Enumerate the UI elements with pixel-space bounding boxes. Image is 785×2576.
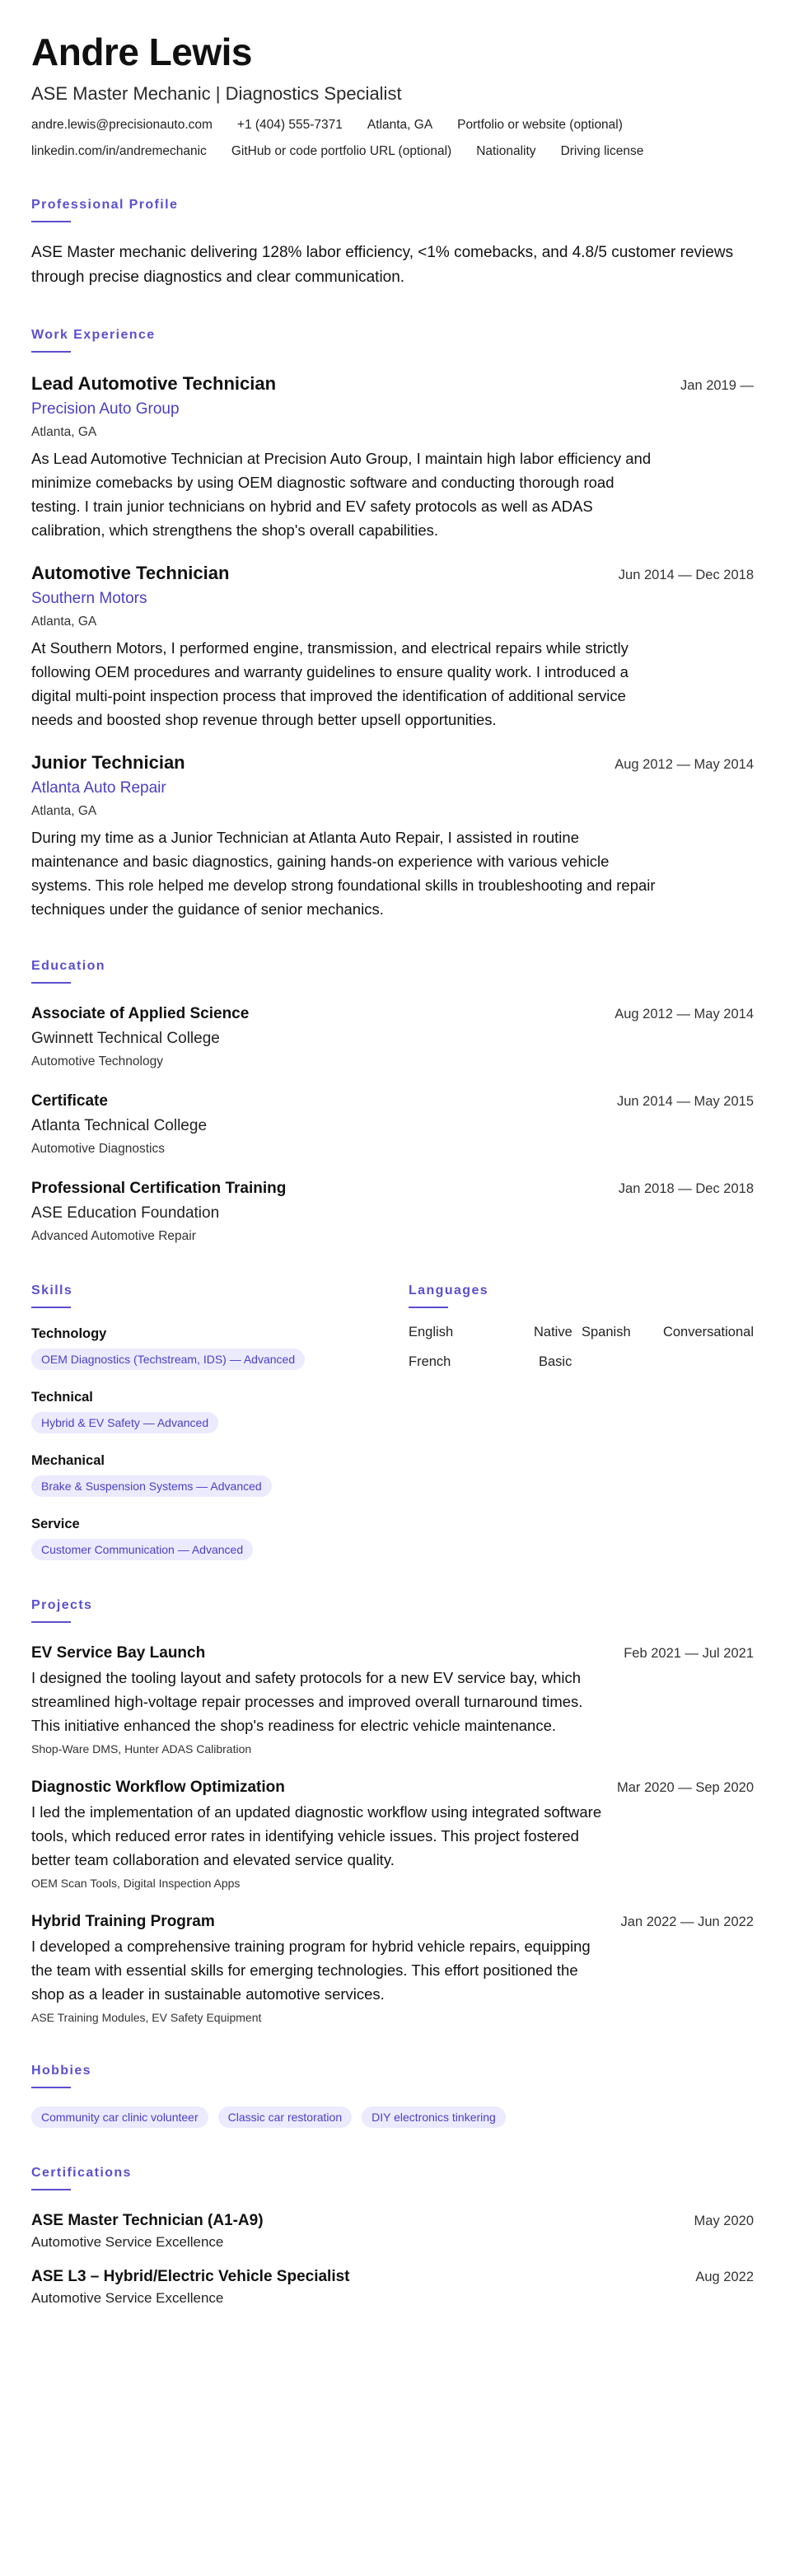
- job-title: Lead Automotive Technician: [31, 373, 277, 394]
- certification-name: ASE Master Technician (A1-A9): [31, 2212, 264, 2229]
- language-name: French: [409, 1354, 451, 1369]
- certification-issuer: Automotive Service Excellence: [31, 2234, 224, 2250]
- projects-section: [31, 1598, 754, 2026]
- project-entry: [31, 1911, 754, 2026]
- project-tools: Shop-Ware DMS, Hunter ADAS Calibration: [31, 1742, 252, 1756]
- section-heading: Professional Profile: [31, 198, 179, 212]
- contact-phone[interactable]: +1 (404) 555-7371: [236, 118, 343, 132]
- project-entry: [31, 1643, 754, 1757]
- education-section: [31, 959, 754, 1246]
- certification-date: May 2020: [694, 2214, 754, 2228]
- profile-section: [31, 198, 754, 290]
- contact-github[interactable]: GitHub or code portfolio URL (optional): [231, 144, 452, 158]
- language-level: Native: [534, 1325, 572, 1339]
- section-divider: [31, 2189, 71, 2190]
- job-description: As Lead Automotive Technician at Precision Auto Group, I maintain high labor efficiency and minimize comebacks by using OEM diagnostic software and conducting thorough road testing. I train junior technicians on hybrid and EV safety protocols as well as ADAS calibration, which strengthens the shop's overall capabilities.: [31, 450, 652, 539]
- education-field: Automotive Diagnostics: [31, 1142, 165, 1156]
- certification-entry: [31, 2266, 754, 2307]
- hobby-tag: Classic car restoration: [218, 2106, 353, 2128]
- candidate-title: ASE Master Mechanic | Diagnostics Specialist: [31, 83, 402, 104]
- job-entry: [31, 751, 754, 921]
- section-divider: [31, 2087, 71, 2088]
- project-date: Jan 2022 — Jun 2022: [620, 1914, 754, 1929]
- certification-entry: [31, 2210, 754, 2251]
- education-school: Atlanta Technical College: [31, 1117, 208, 1134]
- skill-category: Technical: [31, 1390, 93, 1405]
- education-degree: Professional Certification Training: [31, 1180, 287, 1197]
- hobby-tag: DIY electronics tinkering: [362, 2106, 506, 2128]
- education-school: Gwinnett Technical College: [31, 1030, 220, 1047]
- skill-category: Service: [31, 1517, 80, 1531]
- project-date: Feb 2021 — Jul 2021: [624, 1646, 754, 1661]
- hobby-list: [31, 2106, 754, 2128]
- job-company: Atlanta Auto Repair: [31, 779, 166, 797]
- skill-category: Mechanical: [31, 1453, 105, 1468]
- language-name: English: [409, 1325, 454, 1339]
- project-description: I designed the tooling layout and safety protocols for a new EV service bay, which streamlined high-voltage repair processes and improved overall turnaround times. This initiative enhanced the shop's readiness for electric vehicle maintenance.: [31, 1669, 583, 1734]
- job-title: Automotive Technician: [31, 563, 230, 583]
- job-entry: [31, 372, 754, 542]
- skill-group: [31, 1453, 409, 1497]
- job-location: Atlanta, GA: [31, 615, 97, 629]
- certifications-section: [31, 2166, 754, 2307]
- job-description: At Southern Motors, I performed engine, transmission, and electrical repairs while strictly following OEM procedures and warranty guidelines to ensure quality work. I introduced a digital multi-point inspection process that improved the identification of additional service needs and boosted shop revenue through better upsell opportunities.: [31, 639, 628, 728]
- education-entry: [31, 1091, 754, 1158]
- section-heading: Languages: [409, 1283, 489, 1297]
- job-date: Jan 2019 —: [680, 378, 754, 393]
- certification-name: ASE L3 – Hybrid/Electric Vehicle Specialist: [31, 2268, 350, 2285]
- certification-date: Aug 2022: [695, 2270, 754, 2284]
- language-level: Conversational: [662, 1325, 754, 1339]
- contact-linkedin[interactable]: linkedin.com/in/andremechanic: [31, 144, 207, 158]
- contact-nationality: Nationality: [476, 144, 536, 158]
- project-title: Hybrid Training Program: [31, 1913, 215, 1930]
- language-name: Spanish: [582, 1325, 631, 1339]
- contact-row-1: [31, 117, 754, 133]
- skill-tag: OEM Diagnostics (Techstream, IDS) — Advanced: [31, 1349, 305, 1370]
- candidate-name: Andre Lewis: [31, 30, 253, 73]
- section-heading: Certifications: [31, 2166, 132, 2180]
- project-date: Mar 2020 — Sep 2020: [616, 1780, 754, 1795]
- section-heading: Hobbies: [31, 2064, 91, 2078]
- education-date: Jun 2014 — May 2015: [616, 1094, 754, 1109]
- education-degree: Certificate: [31, 1092, 108, 1110]
- language-row: [409, 1353, 754, 1371]
- education-school: ASE Education Foundation: [31, 1204, 220, 1222]
- skill-group: [31, 1326, 409, 1370]
- education-entry: [31, 1003, 754, 1071]
- project-tools: ASE Training Modules, EV Safety Equipment: [31, 2011, 262, 2024]
- skill-tag: Customer Communication — Advanced: [31, 1539, 253, 1560]
- job-location: Atlanta, GA: [31, 804, 97, 818]
- job-date: Aug 2012 — May 2014: [614, 757, 754, 772]
- education-date: Aug 2012 — May 2014: [614, 1007, 754, 1022]
- experience-section: [31, 328, 754, 921]
- contact-email[interactable]: andre.lewis@precisionauto.com: [31, 118, 213, 132]
- section-divider: [409, 1307, 448, 1308]
- education-entry: [31, 1178, 754, 1246]
- skill-tag: Brake & Suspension Systems — Advanced: [31, 1475, 272, 1497]
- language-row: [409, 1323, 754, 1341]
- job-location: Atlanta, GA: [31, 425, 97, 439]
- section-heading: Skills: [31, 1283, 73, 1297]
- section-divider: [31, 982, 71, 984]
- skills-languages-row: [31, 1283, 754, 1560]
- section-heading: Education: [31, 959, 105, 973]
- project-entry: [31, 1777, 754, 1891]
- project-description: I led the implementation of an updated diagnostic workflow using integrated software tools, which reduced error rates in identifying vehicle issues. This project fostered better team collaboration and elevated service quality.: [31, 1803, 602, 1868]
- skill-group: [31, 1517, 409, 1560]
- profile-summary: ASE Master mechanic delivering 128% labor efficiency, <1% comebacks, and 4.8/5 customer reviews through precise diagnostics and clear communication.: [31, 244, 734, 286]
- section-divider: [31, 1307, 71, 1308]
- job-title: Junior Technician: [31, 752, 185, 773]
- hobby-tag: Community car clinic volunteer: [31, 2106, 208, 2128]
- hobbies-section: [31, 2064, 754, 2128]
- section-divider: [31, 221, 71, 222]
- project-tools: OEM Scan Tools, Digital Inspection Apps: [31, 1877, 241, 1890]
- project-description: I developed a comprehensive training program for hybrid vehicle repairs, equipping the team with essential skills for emerging technologies. This effort positioned the shop as a leader in sustainable automotive services.: [31, 1938, 591, 2003]
- project-title: EV Service Bay Launch: [31, 1644, 206, 1662]
- resume-header: [31, 30, 754, 160]
- education-field: Advanced Automotive Repair: [31, 1229, 196, 1243]
- skill-group: [31, 1390, 409, 1433]
- job-entry: [31, 562, 754, 732]
- job-date: Jun 2014 — Dec 2018: [618, 568, 754, 582]
- skill-category: Technology: [31, 1326, 107, 1341]
- education-field: Automotive Technology: [31, 1054, 163, 1068]
- skill-tag: Hybrid & EV Safety — Advanced: [31, 1412, 218, 1433]
- section-heading: Projects: [31, 1598, 93, 1612]
- contact-portfolio[interactable]: Portfolio or website (optional): [457, 118, 623, 132]
- contact-row-2: [31, 143, 754, 160]
- section-divider: [31, 1621, 71, 1623]
- languages-section: [409, 1283, 754, 1560]
- education-date: Jan 2018 — Dec 2018: [618, 1181, 754, 1196]
- job-company: Southern Motors: [31, 590, 147, 607]
- contact-location: Atlanta, GA: [367, 118, 433, 132]
- education-degree: Associate of Applied Science: [31, 1005, 250, 1022]
- job-company: Precision Auto Group: [31, 400, 180, 418]
- section-heading: Work Experience: [31, 328, 156, 342]
- language-level: Basic: [539, 1354, 572, 1369]
- certification-issuer: Automotive Service Excellence: [31, 2290, 224, 2306]
- contact-driving-license: Driving license: [560, 144, 644, 158]
- skills-section: [31, 1283, 409, 1560]
- section-divider: [31, 351, 71, 353]
- job-description: During my time as a Junior Technician at Atlanta Auto Repair, I assisted in routine maintenance and basic diagnostics, gaining hands-on experience with various vehicle systems. This role helped me develop strong foundational skills in troubleshooting and repair techniques under the guidance of senior mechanics.: [31, 829, 656, 918]
- project-title: Diagnostic Workflow Optimization: [31, 1779, 285, 1796]
